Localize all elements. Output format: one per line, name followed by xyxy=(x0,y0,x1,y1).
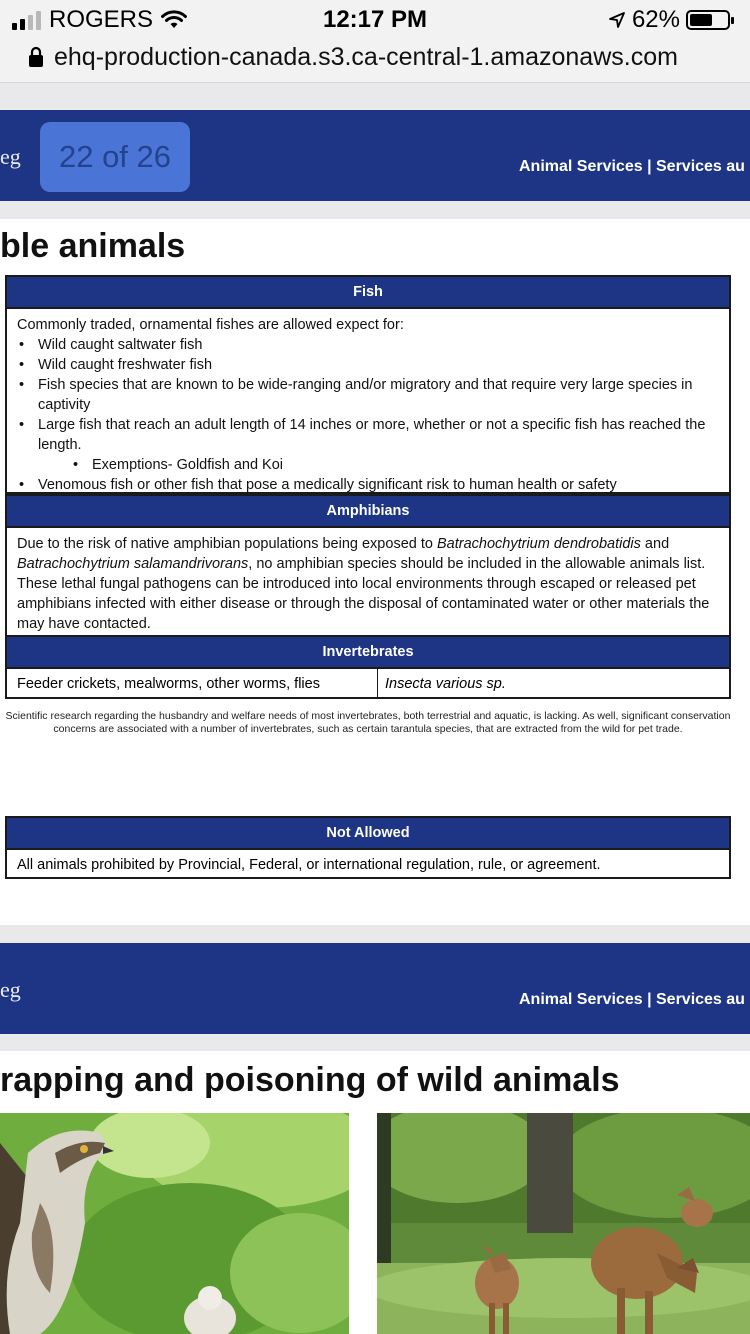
not-allowed-text: All animals prohibited by Provincial, Federal, or international regulation, rule, or agreement. xyxy=(17,857,601,873)
fish-intro: Commonly traded, ornamental fishes are allowed expect for: xyxy=(17,317,404,333)
list-item: • Wild caught freshwater fish xyxy=(17,355,719,375)
species-name: Batrachochytrium salamandrivorans xyxy=(17,556,249,572)
amphibians-text: and xyxy=(640,536,670,552)
page-body xyxy=(0,219,750,925)
section-heading: rapping and poisoning of wild animals xyxy=(0,1061,620,1099)
common-name-cell: Feeder crickets, mealworms, other worms, flies xyxy=(7,669,378,699)
page-indicator: 22 of 26 xyxy=(40,122,190,192)
page-body xyxy=(0,1051,750,1334)
logo-fragment: eg xyxy=(0,144,21,169)
location-arrow-icon xyxy=(608,11,626,29)
amphibians-body xyxy=(7,528,729,640)
status-right xyxy=(608,6,730,34)
fish-heading: Fish xyxy=(7,277,729,309)
lock-icon xyxy=(28,46,44,68)
amphibians-heading: Amphibians xyxy=(7,496,729,528)
table-row xyxy=(7,669,729,699)
list-item: • Wild caught saltwater fish xyxy=(17,335,719,355)
list-item: • Large fish that reach an adult length of 14 inches or more, whether or not a specific fish has reached the length. xyxy=(17,415,719,455)
invertebrates-table xyxy=(5,635,731,699)
status-bar xyxy=(0,0,750,40)
battery-percent: 62% xyxy=(631,6,680,33)
list-sub-item: • Exemptions- Goldfish and Koi xyxy=(17,455,719,475)
fish-table xyxy=(5,275,731,494)
carrier-name: ROGERS xyxy=(49,6,154,33)
department-label: Animal Services | Services au xyxy=(519,158,745,175)
invertebrates-heading: Invertebrates xyxy=(7,637,729,669)
address-bar[interactable] xyxy=(0,40,750,83)
table-row xyxy=(7,850,729,880)
fish-body xyxy=(7,309,729,501)
not-allowed-table xyxy=(5,816,731,879)
amphibians-table xyxy=(5,494,731,637)
amphibians-text: Due to the risk of native amphibian populations being exposed to xyxy=(17,536,437,552)
battery-icon xyxy=(686,10,730,30)
page-header-banner xyxy=(0,943,750,1034)
not-allowed-heading: Not Allowed xyxy=(7,818,729,850)
list-item: • Fish species that are known to be wide-ranging and/or migratory and that require very large species in captivity xyxy=(17,375,719,415)
clock: 12:17 PM xyxy=(322,6,428,33)
department-label: Animal Services | Services au xyxy=(519,991,745,1008)
scientific-name-cell: Insecta various sp. xyxy=(385,676,506,692)
url-text[interactable]: ehq-production-canada.s3.ca-central-1.amazonaws.com xyxy=(54,43,678,71)
section-heading: ble animals xyxy=(0,227,186,265)
footnote: Scientific research regarding the husbandry and welfare needs of most invertebrates, both terrestrial and aquatic, is lacking. As well, significant conservation concerns are associated with a number of invertebrates, such as certain tarantula species, that are extracted from the wild for pet trade. xyxy=(5,710,731,735)
fish-list xyxy=(17,335,719,495)
hawk-photo xyxy=(0,1113,349,1334)
amphibians-text: , no amphibian species should be included in the allowable animals list. These lethal fungal pathogens can be introduced into local environments through escaped or released pet amphibians infected with either disease or through the disposal of contaminated water or other materials the may have contacted. xyxy=(17,556,710,632)
hawk-photo-image xyxy=(0,1113,349,1334)
list-item: • Venomous fish or other fish that pose a medically significant risk to human health or safety xyxy=(17,475,719,495)
deer-photo-image xyxy=(377,1113,750,1334)
logo-fragment: eg xyxy=(0,977,21,1002)
species-name: Batrachochytrium dendrobatidis xyxy=(436,536,641,552)
deer-photo xyxy=(377,1113,750,1334)
battery-fill xyxy=(690,14,712,26)
